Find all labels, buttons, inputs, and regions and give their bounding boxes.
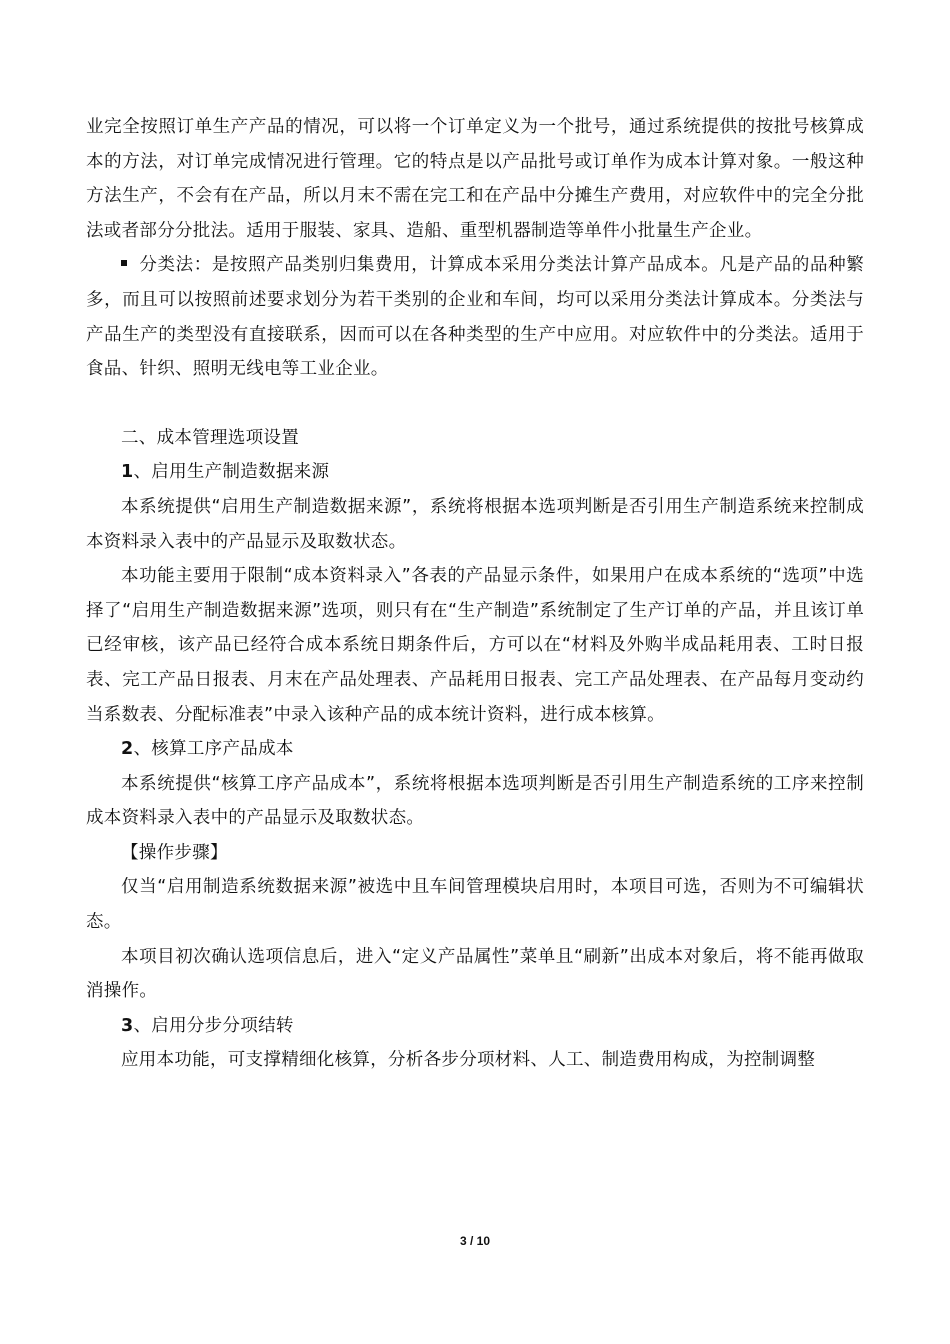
square-bullet-icon — [121, 260, 127, 266]
spacer — [86, 387, 864, 421]
paragraph: 应用本功能，可支撑精细化核算，分析各步分项材料、人工、制造费用构成，为控制调整 — [121, 1050, 816, 1071]
paragraph: 本系统提供“启用生产制造数据来源”，系统将根据本选项判断是否引用生产制造系统来控制成本资料录入表中的产品显示及取数状态。 — [86, 496, 864, 552]
subheading-1: 1、启用生产制造数据来源 — [121, 462, 330, 483]
bullet-paragraph — [86, 248, 864, 386]
paragraph: 业完全按照订单生产产品的情况，可以将一个订单定义为一个批号，通过系统提供的按批号核算成本的方法，对订单完成情况进行管理。它的特点是以产品批号或订单作为成本计算对象。一般这种方法生产，不会有在产品，所以月末不需在完工和在产品中分摊生产费用，对应软件中的完全分批法或者部分分批法。适用于服装、家具、造船、重型机器制造等单件小批量生产企业。 — [86, 117, 864, 241]
page-number: 3 / 10 — [459, 1234, 491, 1248]
paragraph: 本功能主要用于限制“成本资料录入”各表的产品显示条件，如果用户在成本系统的“选项”中选择了“启用生产制造数据来源”选项，则只有在“生产制造”系统制定了生产订单的产品，并且该订单已经审核，该产品已经符合成本系统日期条件后，方可以在“材料及外购半成品耗用表、工时日报表、完工产品日报表、月末在产品处理表、产品耗用日报表、完工产品处理表、在产品每月变动约当系数表、分配标准表”中录入该种产品的成本统计资料，进行成本核算。 — [86, 566, 864, 725]
paragraph: 仅当“启用制造系统数据来源”被选中且车间管理模块启用时，本项目可选，否则为不可编辑状态。 — [86, 877, 864, 933]
paragraph-text: 分类法：是按照产品类别归集费用，计算成本采用分类法计算产品成本。凡是产品的品种繁多，而且可以按照前述要求划分为若干类别的企业和车间，均可以采用分类法计算成本。分类法与产品生产的类型没有直接联系，因而可以在各种类型的生产中应用。对应软件中的分类法。适用于食品、针织、照明无线电等工业企业。 — [86, 255, 864, 380]
subheading-3: 3、启用分步分项结转 — [121, 1015, 294, 1036]
document-body — [86, 110, 864, 1078]
paragraph: 本系统提供“核算工序产品成本”，系统将根据本选项判断是否引用生产制造系统的工序来控制成本资料录入表中的产品显示及取数状态。 — [86, 773, 864, 829]
operation-steps-label: 【操作步骤】 — [121, 842, 228, 863]
section-heading: 二、成本管理选项设置 — [121, 427, 299, 448]
subheading-2: 2、核算工序产品成本 — [121, 739, 294, 760]
paragraph: 本项目初次确认选项信息后，进入“定义产品属性”菜单且“刷新”出成本对象后，将不能再做取消操作。 — [86, 946, 864, 1002]
